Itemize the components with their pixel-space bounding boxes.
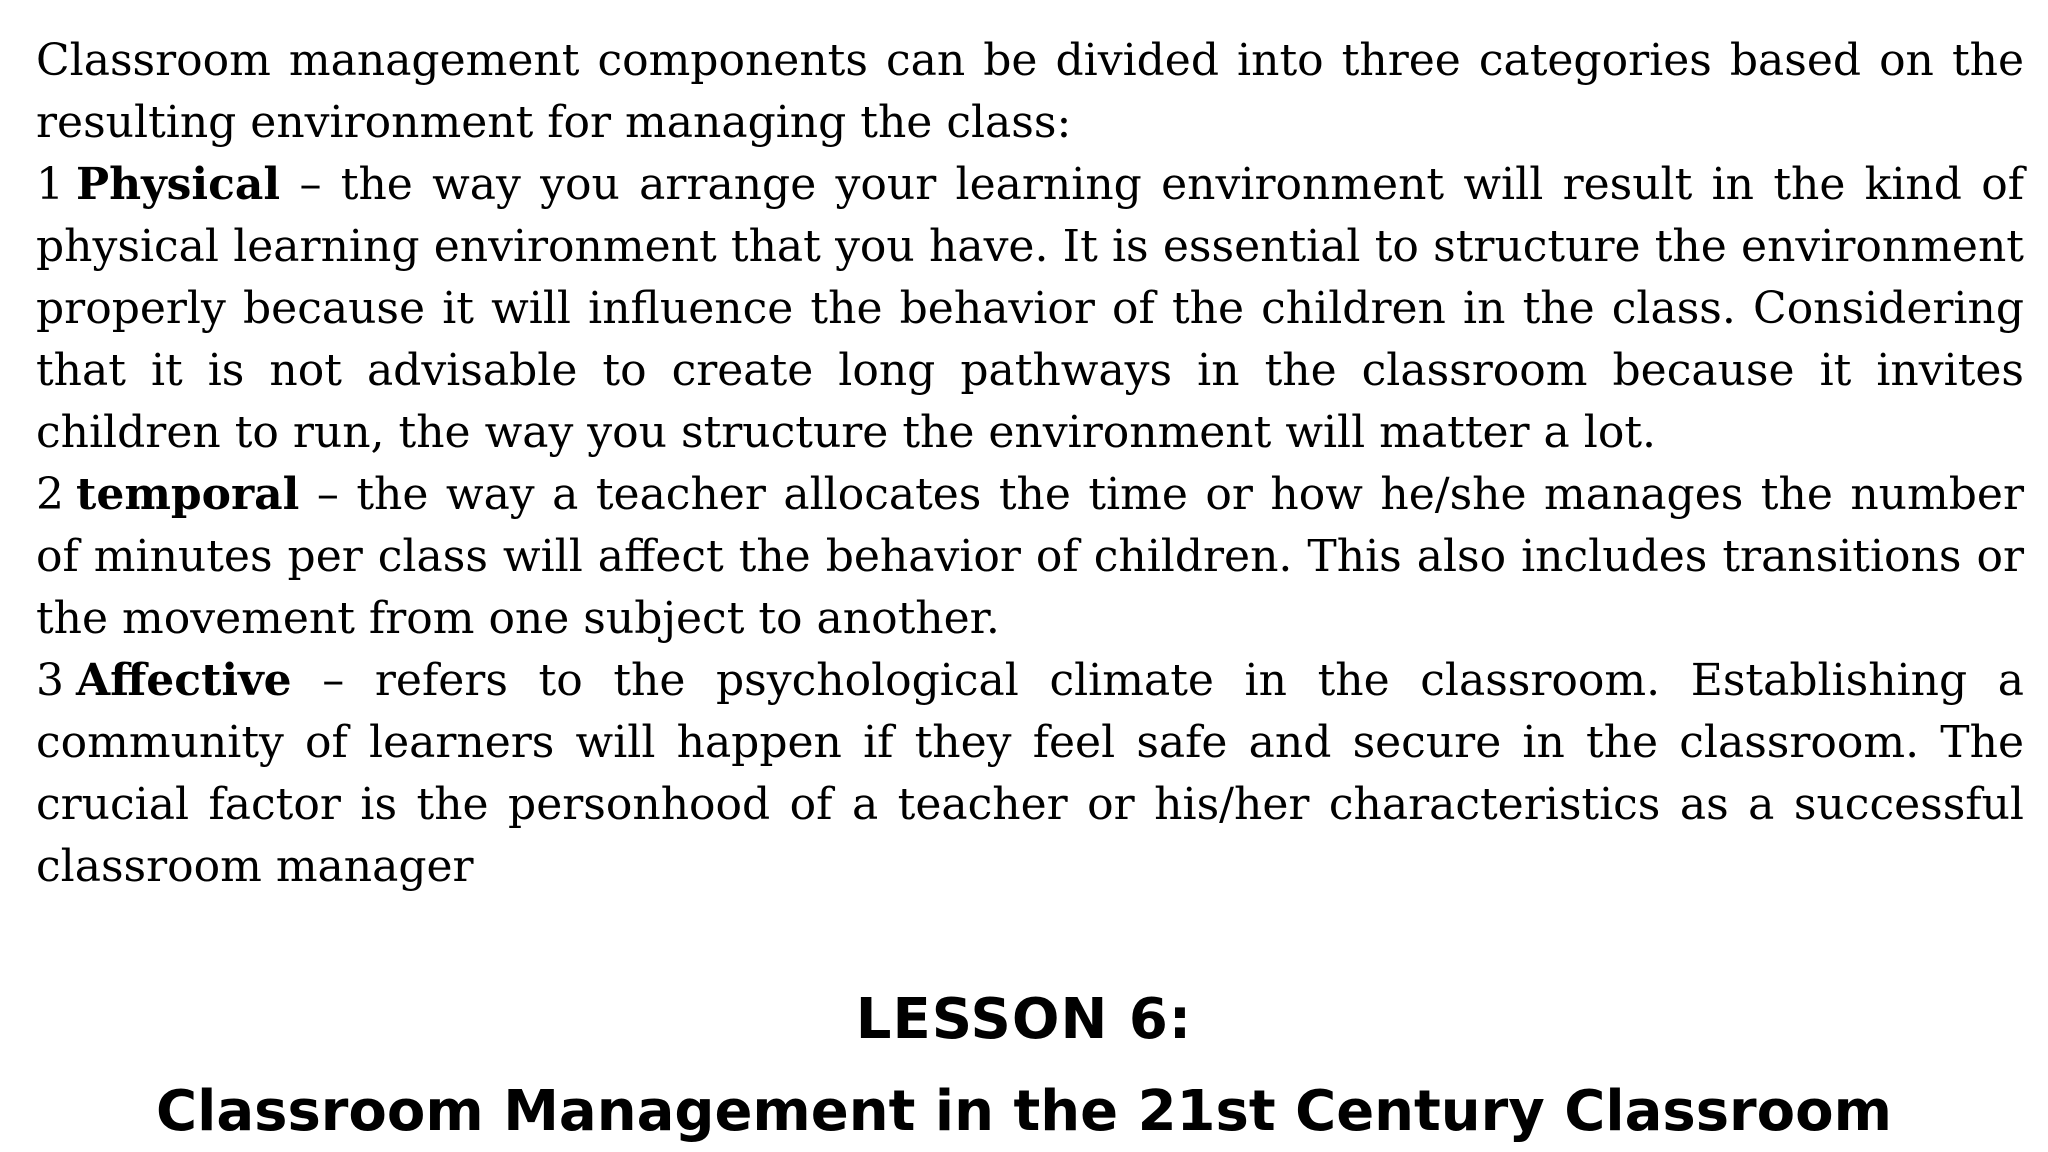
item-description: – the way you arrange your learning environment will result in the kind of physical learning environment that you have. It is essential to structure the environment properly because it will influence the behavior of the children in the class. Considering that it is not advisable to create long pathways in the classroom because it invites children to run, the way you structure the environment will matter a lot. xyxy=(36,159,2024,458)
item-term: Affective xyxy=(76,655,292,706)
category-item-physical xyxy=(36,154,2024,464)
intro-paragraph: Classroom management components can be divided into three categories based on the resulting environment for managing the class: xyxy=(36,35,2024,148)
lesson-heading xyxy=(0,985,2048,1147)
category-item-temporal xyxy=(36,464,2024,650)
lesson-label: LESSON 6: xyxy=(855,987,1193,1052)
lesson-title: Classroom Management in the 21st Century Classroom xyxy=(156,1079,1892,1144)
item-number: 3 xyxy=(36,655,64,706)
item-term: temporal xyxy=(76,469,300,520)
item-number: 1 xyxy=(36,159,64,210)
category-item-affective xyxy=(36,650,2024,898)
item-description: – the way a teacher allocates the time or how he/she manages the number of minutes per class will affect the behavior of children. This also includes transitions or the movement from one subject to another. xyxy=(36,469,2024,644)
item-number: 2 xyxy=(36,469,64,520)
document-page xyxy=(36,30,2024,898)
item-term: Physical xyxy=(76,159,281,210)
item-description: – refers to the psychological climate in the classroom. Establishing a community of learners will happen if they feel safe and secure in the classroom. The crucial factor is the personhood of a teacher or his/her characteristics as a successful classroom manager xyxy=(36,655,2024,892)
body-text xyxy=(36,30,2024,898)
